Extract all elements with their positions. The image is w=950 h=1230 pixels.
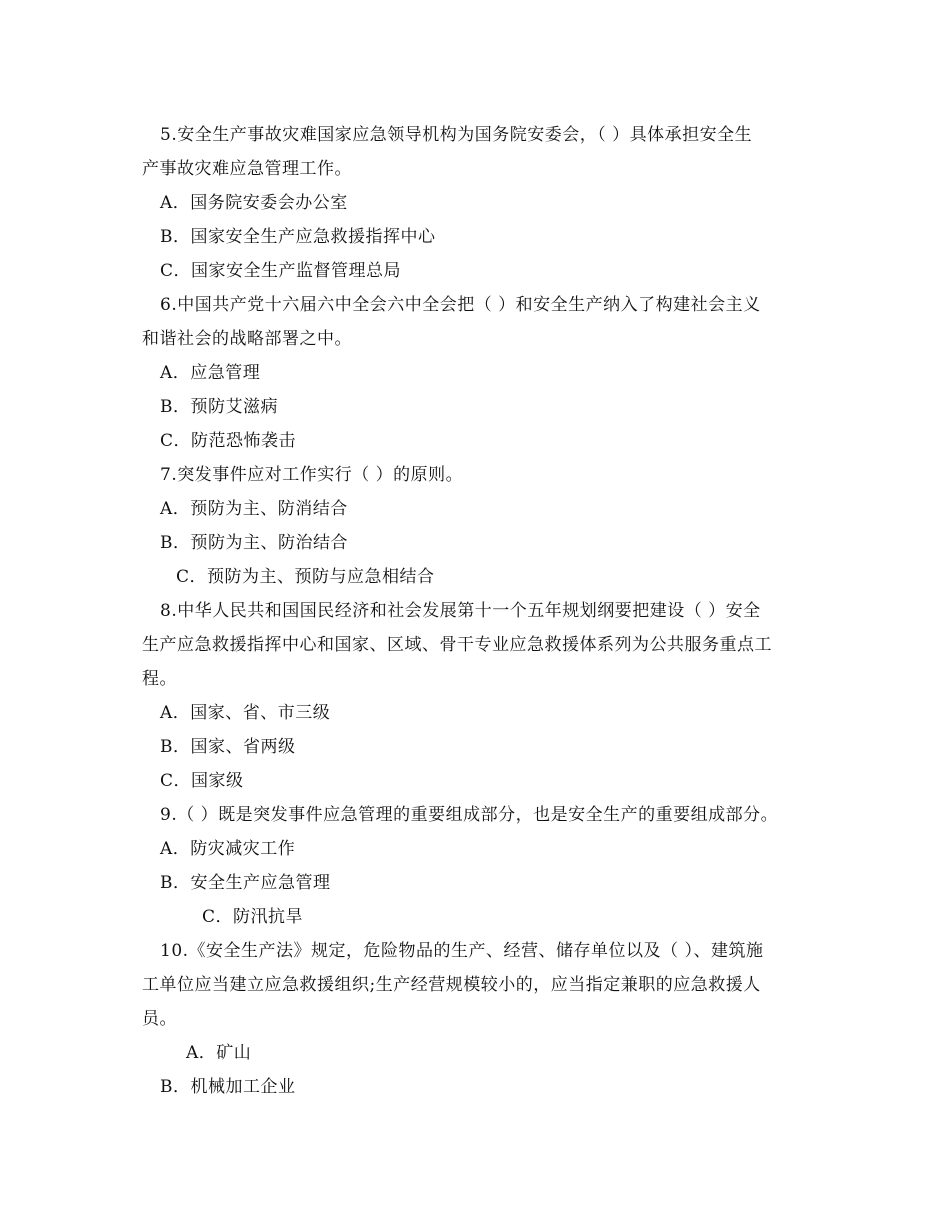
question-5-line-1: 5.安全生产事故灾难国家应急领导机构为国务院安委会，（ ）具体承担安全生 — [160, 125, 753, 145]
question-8-option-c: C．国家级 — [160, 771, 244, 791]
question-10-line-1: 10.《安全生产法》规定，危险物品的生产、经营、储存单位以及（ ）、建筑施 — [160, 941, 764, 961]
question-5-option-b: B．国家安全生产应急救援指挥中心 — [160, 227, 436, 247]
question-7-line-1: 7.突发事件应对工作实行（ ）的原则。 — [160, 465, 464, 485]
question-10-option-a: A．矿山 — [186, 1043, 252, 1063]
question-6-option-a: A．应急管理 — [160, 363, 261, 383]
question-7-option-a: A．预防为主、防消结合 — [160, 499, 348, 519]
question-9-option-b: B．安全生产应急管理 — [160, 873, 331, 893]
question-10-line-3: 员。 — [142, 1009, 177, 1029]
question-5-line-2: 产事故灾难应急管理工作。 — [142, 159, 352, 179]
question-5-option-c: C．国家安全生产监督管理总局 — [160, 261, 402, 281]
question-9-option-c: C．防汛抗旱 — [202, 907, 304, 927]
question-10-line-2: 工单位应当建立应急救援组织;生产经营规模较小的，应当指定兼职的应急救援人 — [142, 975, 761, 995]
question-5-option-a: A．国务院安委会办公室 — [160, 193, 348, 213]
question-6-line-1: 6.中国共产党十六届六中全会六中全会把（ ）和安全生产纳入了构建社会主义 — [160, 295, 761, 315]
question-6-line-2: 和谐社会的战略部署之中。 — [142, 329, 352, 349]
question-8-line-1: 8.中华人民共和国国民经济和社会发展第十一个五年规划纲要把建设（ ）安全 — [160, 601, 761, 621]
question-10-option-b: B．机械加工企业 — [160, 1077, 296, 1097]
question-6-option-b: B．预防艾滋病 — [160, 397, 278, 417]
question-9-option-a: A．防灾减灾工作 — [160, 839, 296, 859]
question-8-line-3: 程。 — [142, 669, 177, 689]
question-6-option-c: C．防范恐怖袭击 — [160, 431, 297, 451]
question-8-line-2: 生产应急救援指挥中心和国家、区域、骨干专业应急救援体系列为公共服务重点工 — [142, 635, 772, 655]
question-7-option-c: C．预防为主、预防与应急相结合 — [176, 567, 435, 587]
question-list — [142, 118, 812, 1104]
question-8-option-b: B．国家、省两级 — [160, 737, 296, 757]
question-7-option-b: B．预防为主、防治结合 — [160, 533, 348, 553]
question-9-line-1: 9.（ ）既是突发事件应急管理的重要组成部分，也是安全生产的重要组成部分。 — [160, 805, 779, 825]
question-8-option-a: A．国家、省、市三级 — [160, 703, 331, 723]
